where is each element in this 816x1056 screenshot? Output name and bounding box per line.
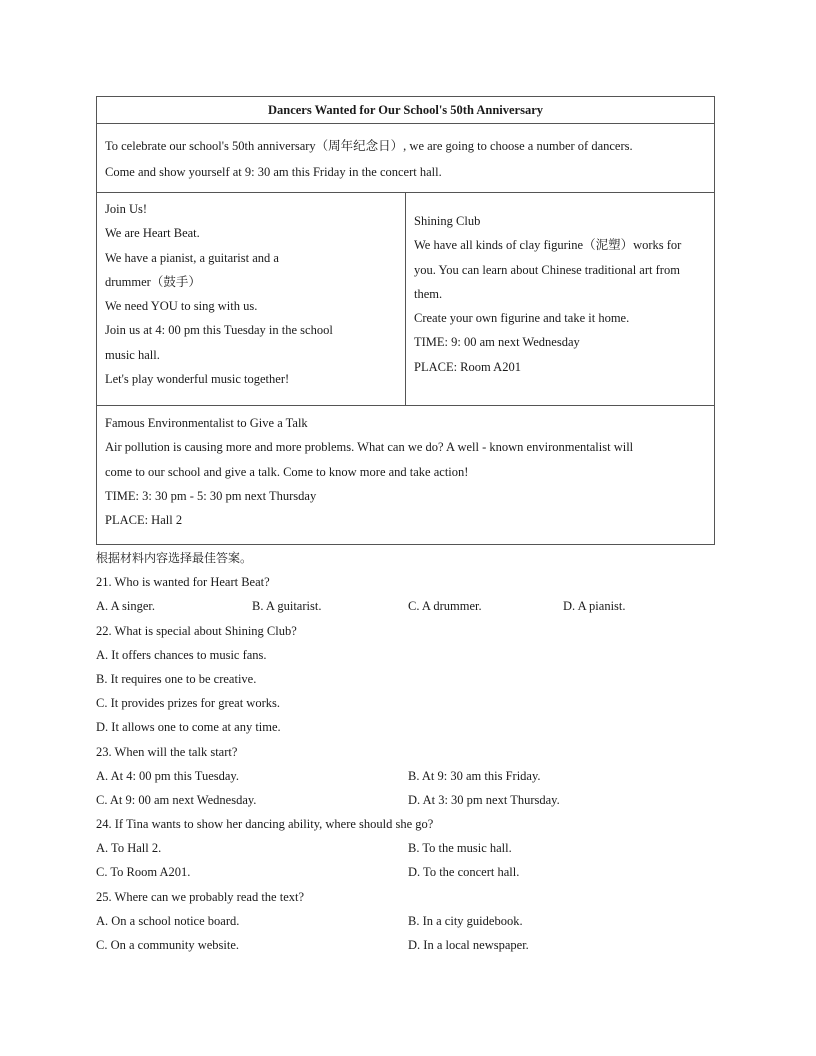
shining-club-line: you. You can learn about Chinese traditional art from xyxy=(414,262,680,277)
option-a[interactable]: A. To Hall 2. xyxy=(96,841,162,856)
question-22: 22. What is special about Shining Club? xyxy=(96,623,297,638)
heart-beat-line: We have a pianist, a guitarist and a xyxy=(105,250,279,265)
option-d[interactable]: D. In a local newspaper. xyxy=(408,938,529,952)
heart-beat-line: drummer（鼓手） xyxy=(105,274,201,289)
option-b[interactable]: B. It requires one to be creative. xyxy=(96,671,257,686)
shining-club-line: them. xyxy=(414,286,443,301)
talk-cell xyxy=(97,406,715,545)
talk-line: come to our school and give a talk. Come to know more and take action! xyxy=(105,464,469,479)
intro-cell xyxy=(97,124,715,193)
shining-club-line: We have all kinds of clay figurine（泥塑）works for xyxy=(414,238,682,253)
heart-beat-line: We need YOU to sing with us. xyxy=(105,299,258,314)
option-d[interactable]: D. To the concert hall. xyxy=(408,865,520,880)
notice-title: Dancers Wanted for Our School's 50th Anniversary xyxy=(97,97,715,124)
heart-beat-line: Join us at 4: 00 pm this Tuesday in the school xyxy=(105,323,333,338)
option-c[interactable]: C. A drummer. xyxy=(408,599,482,614)
shining-club-cell xyxy=(406,193,715,406)
shining-club-line: PLACE: Room A201 xyxy=(414,359,521,374)
options-row xyxy=(96,909,716,933)
option-a[interactable]: A. It offers chances to music fans. xyxy=(96,647,267,662)
option-c[interactable]: C. To Room A201. xyxy=(96,865,191,880)
option-a[interactable]: A. At 4: 00 pm this Tuesday. xyxy=(96,768,239,783)
heart-beat-line: Join Us! xyxy=(105,202,148,216)
options-row xyxy=(96,764,716,788)
intro-line: To celebrate our school's 50th anniversary（周年纪念日）, we are going to choose a number of dancers. xyxy=(105,139,633,153)
intro-line: Come and show yourself at 9: 30 am this Friday in the concert hall. xyxy=(105,165,442,179)
talk-line: Famous Environmentalist to Give a Talk xyxy=(105,416,308,430)
options-row xyxy=(96,594,716,618)
options-row xyxy=(96,933,716,957)
notice-table xyxy=(96,96,715,545)
heart-beat-line: Let's play wonderful music together! xyxy=(105,372,290,387)
question-25: 25. Where can we probably read the text? xyxy=(96,889,305,904)
option-b[interactable]: B. In a city guidebook. xyxy=(408,913,523,928)
option-b[interactable]: B. To the music hall. xyxy=(408,841,512,856)
option-d[interactable]: D. At 3: 30 pm next Thursday. xyxy=(408,792,560,807)
talk-line: PLACE: Hall 2 xyxy=(105,513,183,528)
options-row xyxy=(96,836,716,860)
option-c[interactable]: C. It provides prizes for great works. xyxy=(96,696,280,711)
option-d[interactable]: D. A pianist. xyxy=(563,599,626,614)
question-24: 24. If Tina wants to show her dancing ability, where should she go? xyxy=(96,817,434,832)
document-page xyxy=(96,96,716,957)
heart-beat-line: music hall. xyxy=(105,347,160,362)
heart-beat-cell xyxy=(97,193,406,406)
questions-section xyxy=(96,546,716,957)
heart-beat-line: We are Heart Beat. xyxy=(105,226,200,241)
option-c[interactable]: C. On a community website. xyxy=(96,938,240,952)
talk-line: Air pollution is causing more and more problems. What can we do? A well - known environmentalist will xyxy=(105,440,634,455)
shining-club-line: Shining Club xyxy=(414,214,481,228)
option-b[interactable]: B. At 9: 30 am this Friday. xyxy=(408,768,541,783)
option-a[interactable]: A. A singer. xyxy=(96,599,156,614)
option-c[interactable]: C. At 9: 00 am next Wednesday. xyxy=(96,792,257,807)
option-b[interactable]: B. A guitarist. xyxy=(252,599,322,614)
option-a[interactable]: A. On a school notice board. xyxy=(96,913,240,928)
shining-club-line: Create your own figurine and take it home. xyxy=(414,311,630,326)
talk-line: TIME: 3: 30 pm - 5: 30 pm next Thursday xyxy=(105,488,317,503)
instruction: 根据材料内容选择最佳答案。 xyxy=(96,551,253,565)
shining-club-line: TIME: 9: 00 am next Wednesday xyxy=(414,335,580,350)
option-d[interactable]: D. It allows one to come at any time. xyxy=(96,720,281,735)
question-23: 23. When will the talk start? xyxy=(96,744,238,759)
question-21: 21. Who is wanted for Heart Beat? xyxy=(96,575,270,590)
options-row xyxy=(96,788,716,812)
options-row xyxy=(96,860,716,884)
